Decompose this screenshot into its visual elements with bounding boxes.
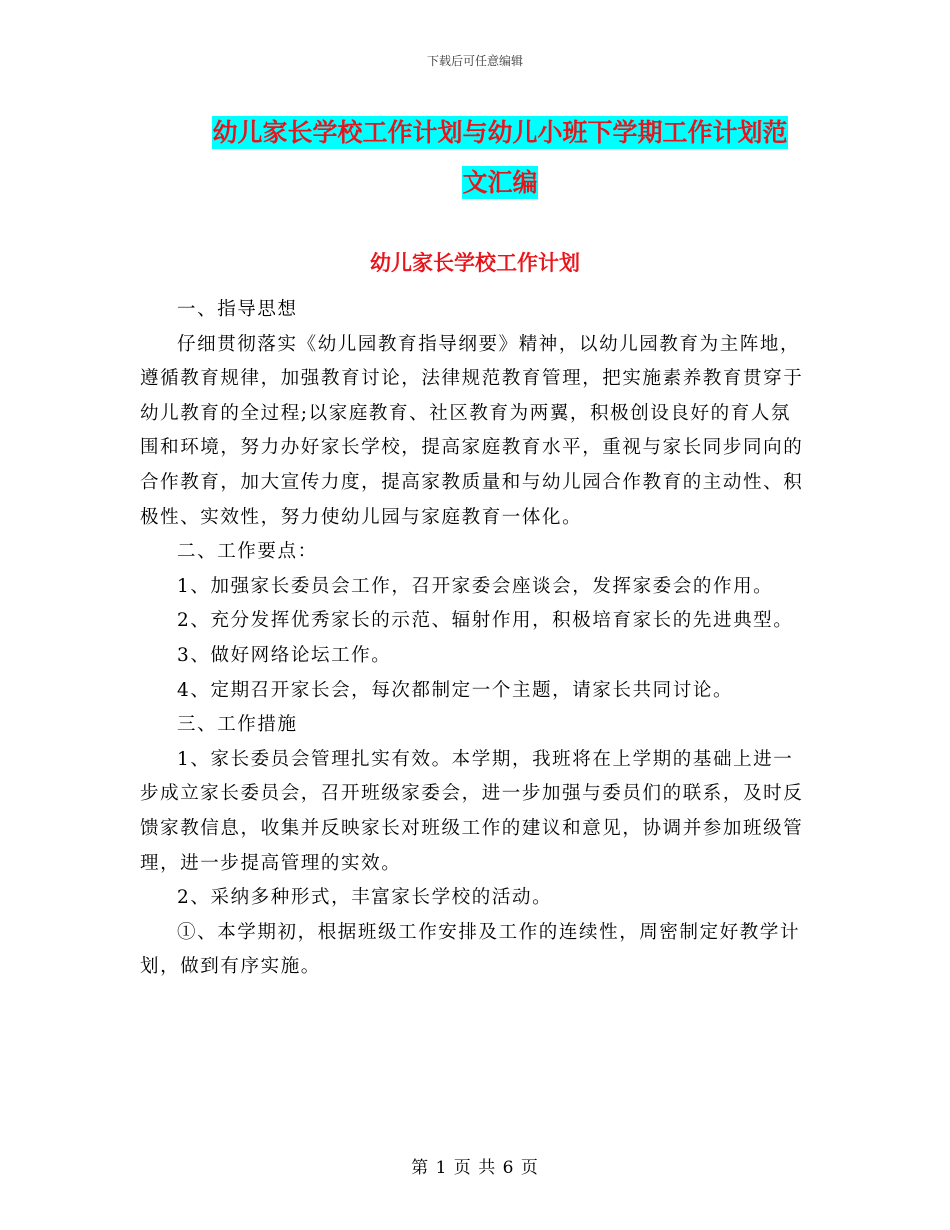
page-footer: 第 1 页 共 6 页 [411, 1158, 539, 1178]
document-body [140, 293, 810, 985]
paragraph-guiding-ideology: 仔细贯彻落实《幼儿园教育指导纲要》精神，以幼儿园教育为主阵地，遵循教育规律，加强教育讨论，法律规范教育管理，把实施素养教育贯穿于幼儿教育的全过程;以家庭教育、社区教育为两翼，积极创设良好的育人氛围和环境，努力办好家长学校，提高家庭教育水平，重视与家长同步同向的合作教育，加大宣传力度，提高家教质量和与幼儿园合作教育的主动性、积极性、实效性，努力使幼儿园与家庭教育一体化。 [140, 333, 804, 528]
heading-work-points: 二、工作要点： [177, 541, 318, 563]
list-item-point-4: 4、定期召开家长会，每次都制定一个主题，请家长共同讨论。 [177, 679, 734, 701]
list-item-point-3: 3、做好网络论坛工作。 [177, 644, 392, 666]
paragraph-measure-2-sub-1: ①、本学期初，根据班级工作安排及工作的连续性，周密制定好教学计划，做到有序实施。 [140, 921, 801, 978]
document-title [185, 108, 815, 208]
heading-guiding-ideology: 一、指导思想 [177, 299, 298, 320]
section-title: 幼儿家长学校工作计划 [370, 251, 580, 275]
header-note: 下载后可任意编辑 [426, 54, 523, 68]
list-item-point-1: 1、加强家长委员会工作，召开家委会座谈会，发挥家委会的作用。 [177, 575, 774, 597]
paragraph-measure-1: 1、家长委员会管理扎实有效。本学期，我班将在上学期的基础上进一步成立家长委员会，召开班级家委会，进一步加强与委员们的联系，及时反馈家教信息，收集并反映家长对班级工作的建议和意见，协调并参加班级管理，进一步提高管理的实效。 [140, 748, 804, 874]
heading-work-measures: 三、工作措施 [177, 714, 298, 736]
paragraph-measure-2: 2、采纳多种形式，丰富家长学校的活动。 [177, 887, 553, 909]
document-title-line-1: 幼儿家长学校工作计划与幼儿小班下学期工作计划范 [212, 118, 788, 147]
list-item-point-2: 2、充分发挥优秀家长的示范、辐射作用，积极培育家长的先进典型。 [177, 610, 794, 632]
document-title-line-2: 文汇编 [462, 168, 538, 197]
